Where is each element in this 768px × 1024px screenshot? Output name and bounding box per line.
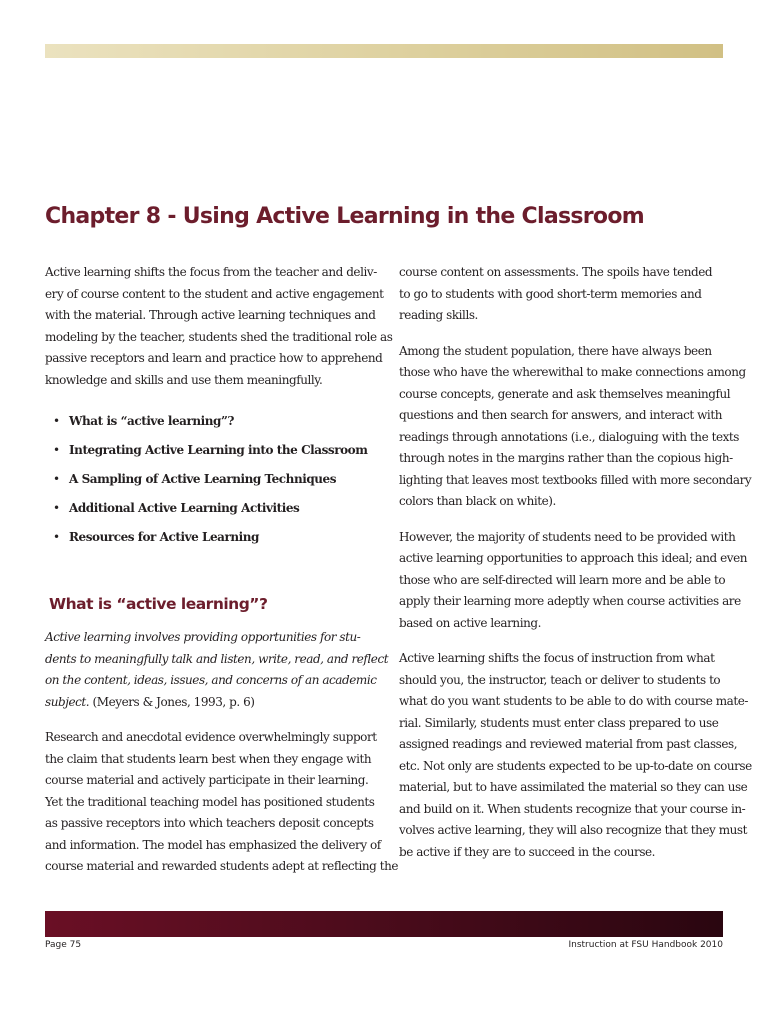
text-line: the claim that students learn best when they engage with xyxy=(45,751,372,766)
research-paragraph xyxy=(45,727,399,878)
text-line: dents to meaningfully talk and listen, write, read, and reflect xyxy=(45,651,389,666)
text-line xyxy=(45,692,371,714)
topic-link-label: Additional Active Learning Activities xyxy=(69,501,300,515)
section-heading: What is “active learning”? xyxy=(49,595,268,613)
bullet-icon: • xyxy=(53,414,60,428)
publication-title: Instruction at FSU Handbook 2010 xyxy=(568,940,723,950)
topic-link-resources[interactable] xyxy=(45,523,371,552)
text-line: passive receptors and learn and practice how to apprehend xyxy=(45,351,383,365)
text-line: those who are self-directed will learn more and be able to xyxy=(399,572,726,587)
text-line: on the content, ideas, issues, and concerns of an academic xyxy=(45,673,377,687)
header-decorative-bar xyxy=(45,44,723,58)
text-line: course content on assessments. The spoils have tended xyxy=(399,265,713,279)
text-line: Among the student population, there have always been xyxy=(399,343,712,358)
text-line: material, but to have assimilated the material so they can use xyxy=(399,780,748,794)
text-line: etc. Not only are students expected to be up-to-date on course xyxy=(399,758,752,773)
text-line: assigned readings and reviewed material from past classes, xyxy=(399,737,738,751)
page-number: Page 75 xyxy=(45,940,82,950)
text-line: Active learning shifts the focus of instruction from what xyxy=(399,651,715,665)
bullet-icon: • xyxy=(53,472,60,486)
footer-decorative-bar xyxy=(45,911,723,937)
text-line: Research and anecdotal evidence overwhelmingly support xyxy=(45,730,377,744)
text-line: course material and actively participate in their learning. xyxy=(45,773,369,787)
topic-link-label: A Sampling of Active Learning Techniques xyxy=(69,472,337,486)
focus-shift-paragraph xyxy=(399,648,752,863)
student-population-paragraph xyxy=(399,341,752,513)
text-line: ery of course content to the student and active engagement xyxy=(45,286,384,301)
text-line: those who have the wherewithal to make connections among xyxy=(399,365,746,379)
intro-paragraph xyxy=(45,262,393,391)
topic-link-label: What is “active learning”? xyxy=(69,414,234,428)
spoils-paragraph xyxy=(399,262,725,327)
text-line: Active learning involves providing opportunities for stu- xyxy=(45,630,361,644)
topic-link-additional-activities[interactable] xyxy=(45,494,371,523)
text-line: Yet the traditional teaching model has positioned students xyxy=(45,794,375,809)
text-line: apply their learning more adeptly when course activities are xyxy=(399,594,741,608)
topic-link-sampling[interactable] xyxy=(45,465,371,494)
topic-link-list xyxy=(45,407,371,552)
majority-paragraph xyxy=(399,527,748,635)
topic-link-label: Resources for Active Learning xyxy=(69,530,259,544)
bullet-icon: • xyxy=(53,443,60,457)
text-line: However, the majority of students need to be provided with xyxy=(399,529,736,544)
text-line: with the material. Through active learning techniques and xyxy=(45,308,376,322)
bullet-icon: • xyxy=(53,530,60,544)
definition-quote xyxy=(45,627,389,713)
text-line: course concepts, generate and ask themselves meaningful xyxy=(399,386,731,401)
text-line: and build on it. When students recognize that your course in- xyxy=(399,801,746,816)
quote-end-text: subject. xyxy=(45,694,90,709)
right-column xyxy=(399,262,752,863)
text-line: active learning opportunities to approach this ideal; and even xyxy=(399,551,748,565)
text-line: readings through annotations (i.e., dialoguing with the texts xyxy=(399,429,740,444)
text-line: what do you want students to be able to do with course mate- xyxy=(399,694,748,708)
text-line: modeling by the teacher, students shed the traditional role as xyxy=(45,329,393,344)
chapter-title: Chapter 8 - Using Active Learning in the Classroom xyxy=(45,204,644,229)
text-line: as passive receptors into which teachers deposit concepts xyxy=(45,816,374,830)
text-line: and information. The model has emphasized the delivery of xyxy=(45,837,381,852)
text-line: lighting that leaves most textbooks filled with more secondary xyxy=(399,472,752,487)
text-line: questions and then search for answers, and interact with xyxy=(399,408,722,422)
text-line: based on active learning. xyxy=(399,615,541,630)
left-column xyxy=(45,262,399,878)
bullet-icon: • xyxy=(53,501,60,515)
text-line: knowledge and skills and use them meaningfully. xyxy=(45,372,323,387)
topic-link-what-is-active-learning[interactable] xyxy=(45,407,371,436)
text-line: be active if they are to succeed in the course. xyxy=(399,844,656,859)
topic-link-label: Integrating Active Learning into the Classroom xyxy=(69,443,368,457)
quote-citation: (Meyers & Jones, 1993, p. 6) xyxy=(89,694,255,709)
text-line: volves active learning, they will also recognize that they must xyxy=(399,823,747,837)
text-line: Active learning shifts the focus from the teacher and deliv- xyxy=(45,265,377,279)
text-line: reading skills. xyxy=(399,308,478,322)
text-line: course material and rewarded students adept at reflecting the xyxy=(45,859,399,873)
text-line: through notes in the margins rather than the copious high- xyxy=(399,451,733,465)
text-line: to go to students with good short-term memories and xyxy=(399,286,702,301)
topic-link-integrating[interactable] xyxy=(45,436,371,465)
text-line: rial. Similarly, students must enter class prepared to use xyxy=(399,715,719,730)
text-line: colors than black on white). xyxy=(399,494,556,508)
text-line: should you, the instructor, teach or deliver to students to xyxy=(399,672,721,687)
